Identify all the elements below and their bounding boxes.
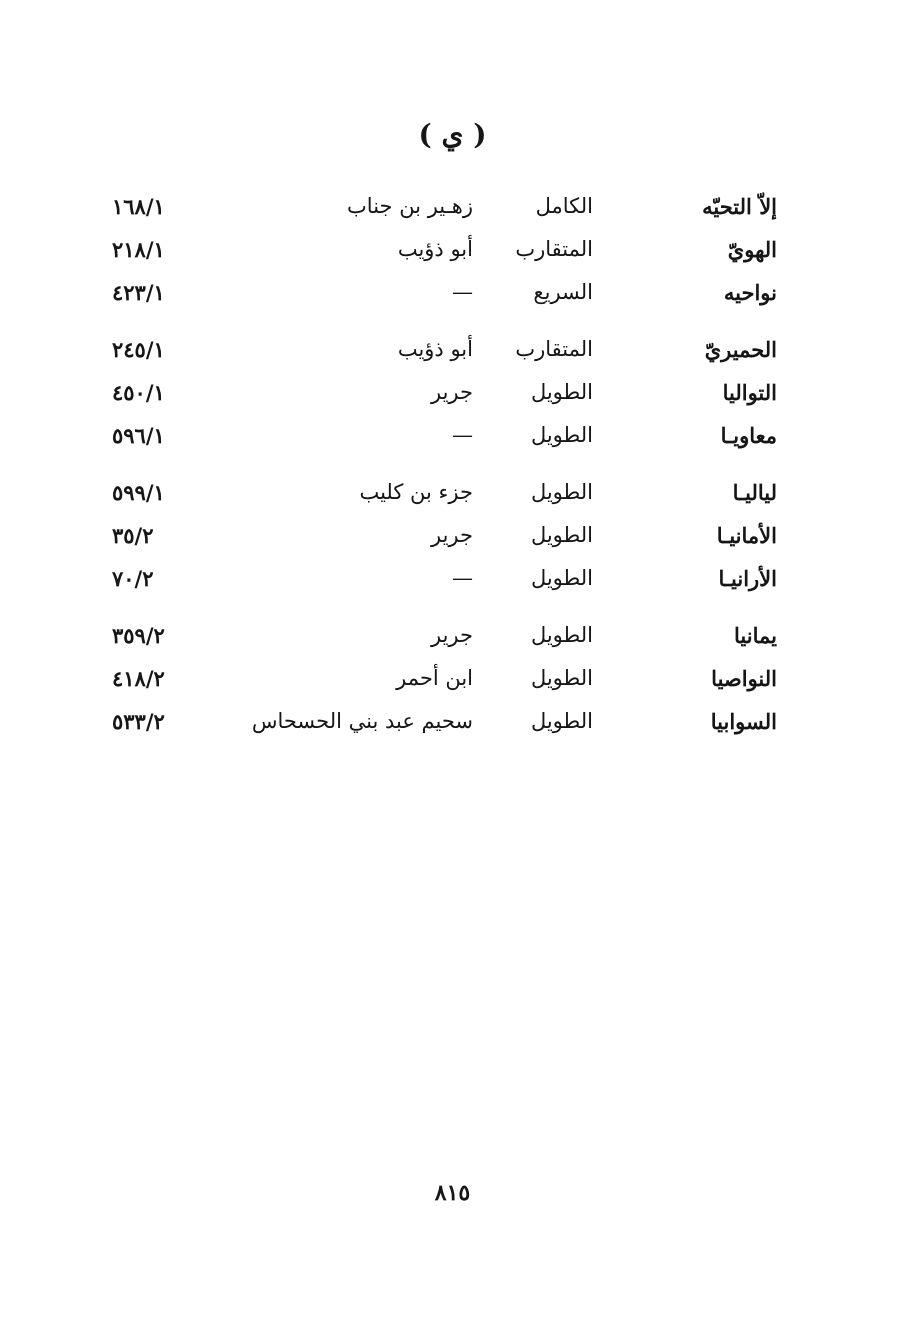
poet-name: أبو ذؤيب (397, 337, 473, 361)
page-number: ٨١٥ (434, 1180, 471, 1206)
rhyme-word: الهويّ (727, 237, 777, 262)
table-row (0, 619, 905, 662)
meter-name: الكامل (535, 194, 593, 218)
volume-page-ref: ٤٢٣/١ (112, 280, 165, 305)
meter-name: السريع (533, 280, 593, 304)
poet-name: — (452, 423, 473, 447)
poet-name: زهـير بن جناب (347, 194, 473, 218)
rhyme-word: لياليـا (732, 480, 777, 505)
rhyme-word: السوابيا (710, 709, 777, 734)
poet-name: أبو ذؤيب (397, 237, 473, 261)
meter-name: الطويل (530, 623, 593, 647)
rhyme-word: الأرانيـا (718, 566, 777, 591)
rhyme-word: التواليا (722, 380, 777, 405)
poet-name: جرير (431, 380, 473, 404)
volume-page-ref: ٢٤٥/١ (112, 337, 165, 362)
volume-page-ref: ٥٩٦/١ (112, 423, 165, 448)
rhyme-word: الأمانيـا (716, 523, 777, 548)
meter-name: الطويل (530, 380, 593, 404)
rhyme-word: معاويـا (720, 423, 777, 448)
meter-name: الطويل (530, 666, 593, 690)
volume-page-ref: ٤٥٠/١ (112, 380, 165, 405)
meter-name: الطويل (530, 709, 593, 733)
poet-name: جرير (431, 623, 473, 647)
volume-page-ref: ٧٠/٢ (112, 566, 154, 591)
section-heading: ( ي ) (418, 118, 487, 151)
poet-name: — (452, 566, 473, 590)
meter-name: المتقارب (515, 237, 593, 261)
meter-name: الطويل (530, 523, 593, 547)
poet-name: — (452, 280, 473, 304)
rhyme-word: الحميريّ (704, 337, 777, 362)
table-row (0, 562, 905, 605)
rhyme-word: يمانيا (734, 623, 777, 648)
rhyme-word: نواحيه (723, 280, 777, 305)
volume-page-ref: ٤١٨/٢ (112, 666, 165, 691)
meter-name: الطويل (530, 566, 593, 590)
table-row (0, 662, 905, 705)
volume-page-ref: ٣٥/٢ (112, 523, 154, 548)
rhyme-index-table (0, 190, 905, 748)
table-row (0, 419, 905, 462)
table-row (0, 376, 905, 419)
table-row (0, 233, 905, 276)
poet-name: سحيم عبد بني الحسحاس (251, 709, 473, 733)
poet-name: جزء بن كليب (359, 480, 473, 504)
table-row (0, 276, 905, 319)
volume-page-ref: ٥٣٣/٢ (112, 709, 165, 734)
meter-name: الطويل (530, 423, 593, 447)
table-row (0, 519, 905, 562)
volume-page-ref: ١٦٨/١ (112, 194, 165, 219)
volume-page-ref: ٢١٨/١ (112, 237, 165, 262)
rhyme-word: النواصيا (711, 666, 777, 691)
table-row (0, 190, 905, 233)
table-row (0, 333, 905, 376)
volume-page-ref: ٣٥٩/٢ (112, 623, 165, 648)
table-row (0, 476, 905, 519)
table-row (0, 705, 905, 748)
poet-name: جرير (431, 523, 473, 547)
poet-name: ابن أحمر (396, 666, 473, 690)
meter-name: المتقارب (515, 337, 593, 361)
volume-page-ref: ٥٩٩/١ (112, 480, 165, 505)
meter-name: الطويل (530, 480, 593, 504)
rhyme-word: إلاّ التحيّه (702, 194, 777, 219)
